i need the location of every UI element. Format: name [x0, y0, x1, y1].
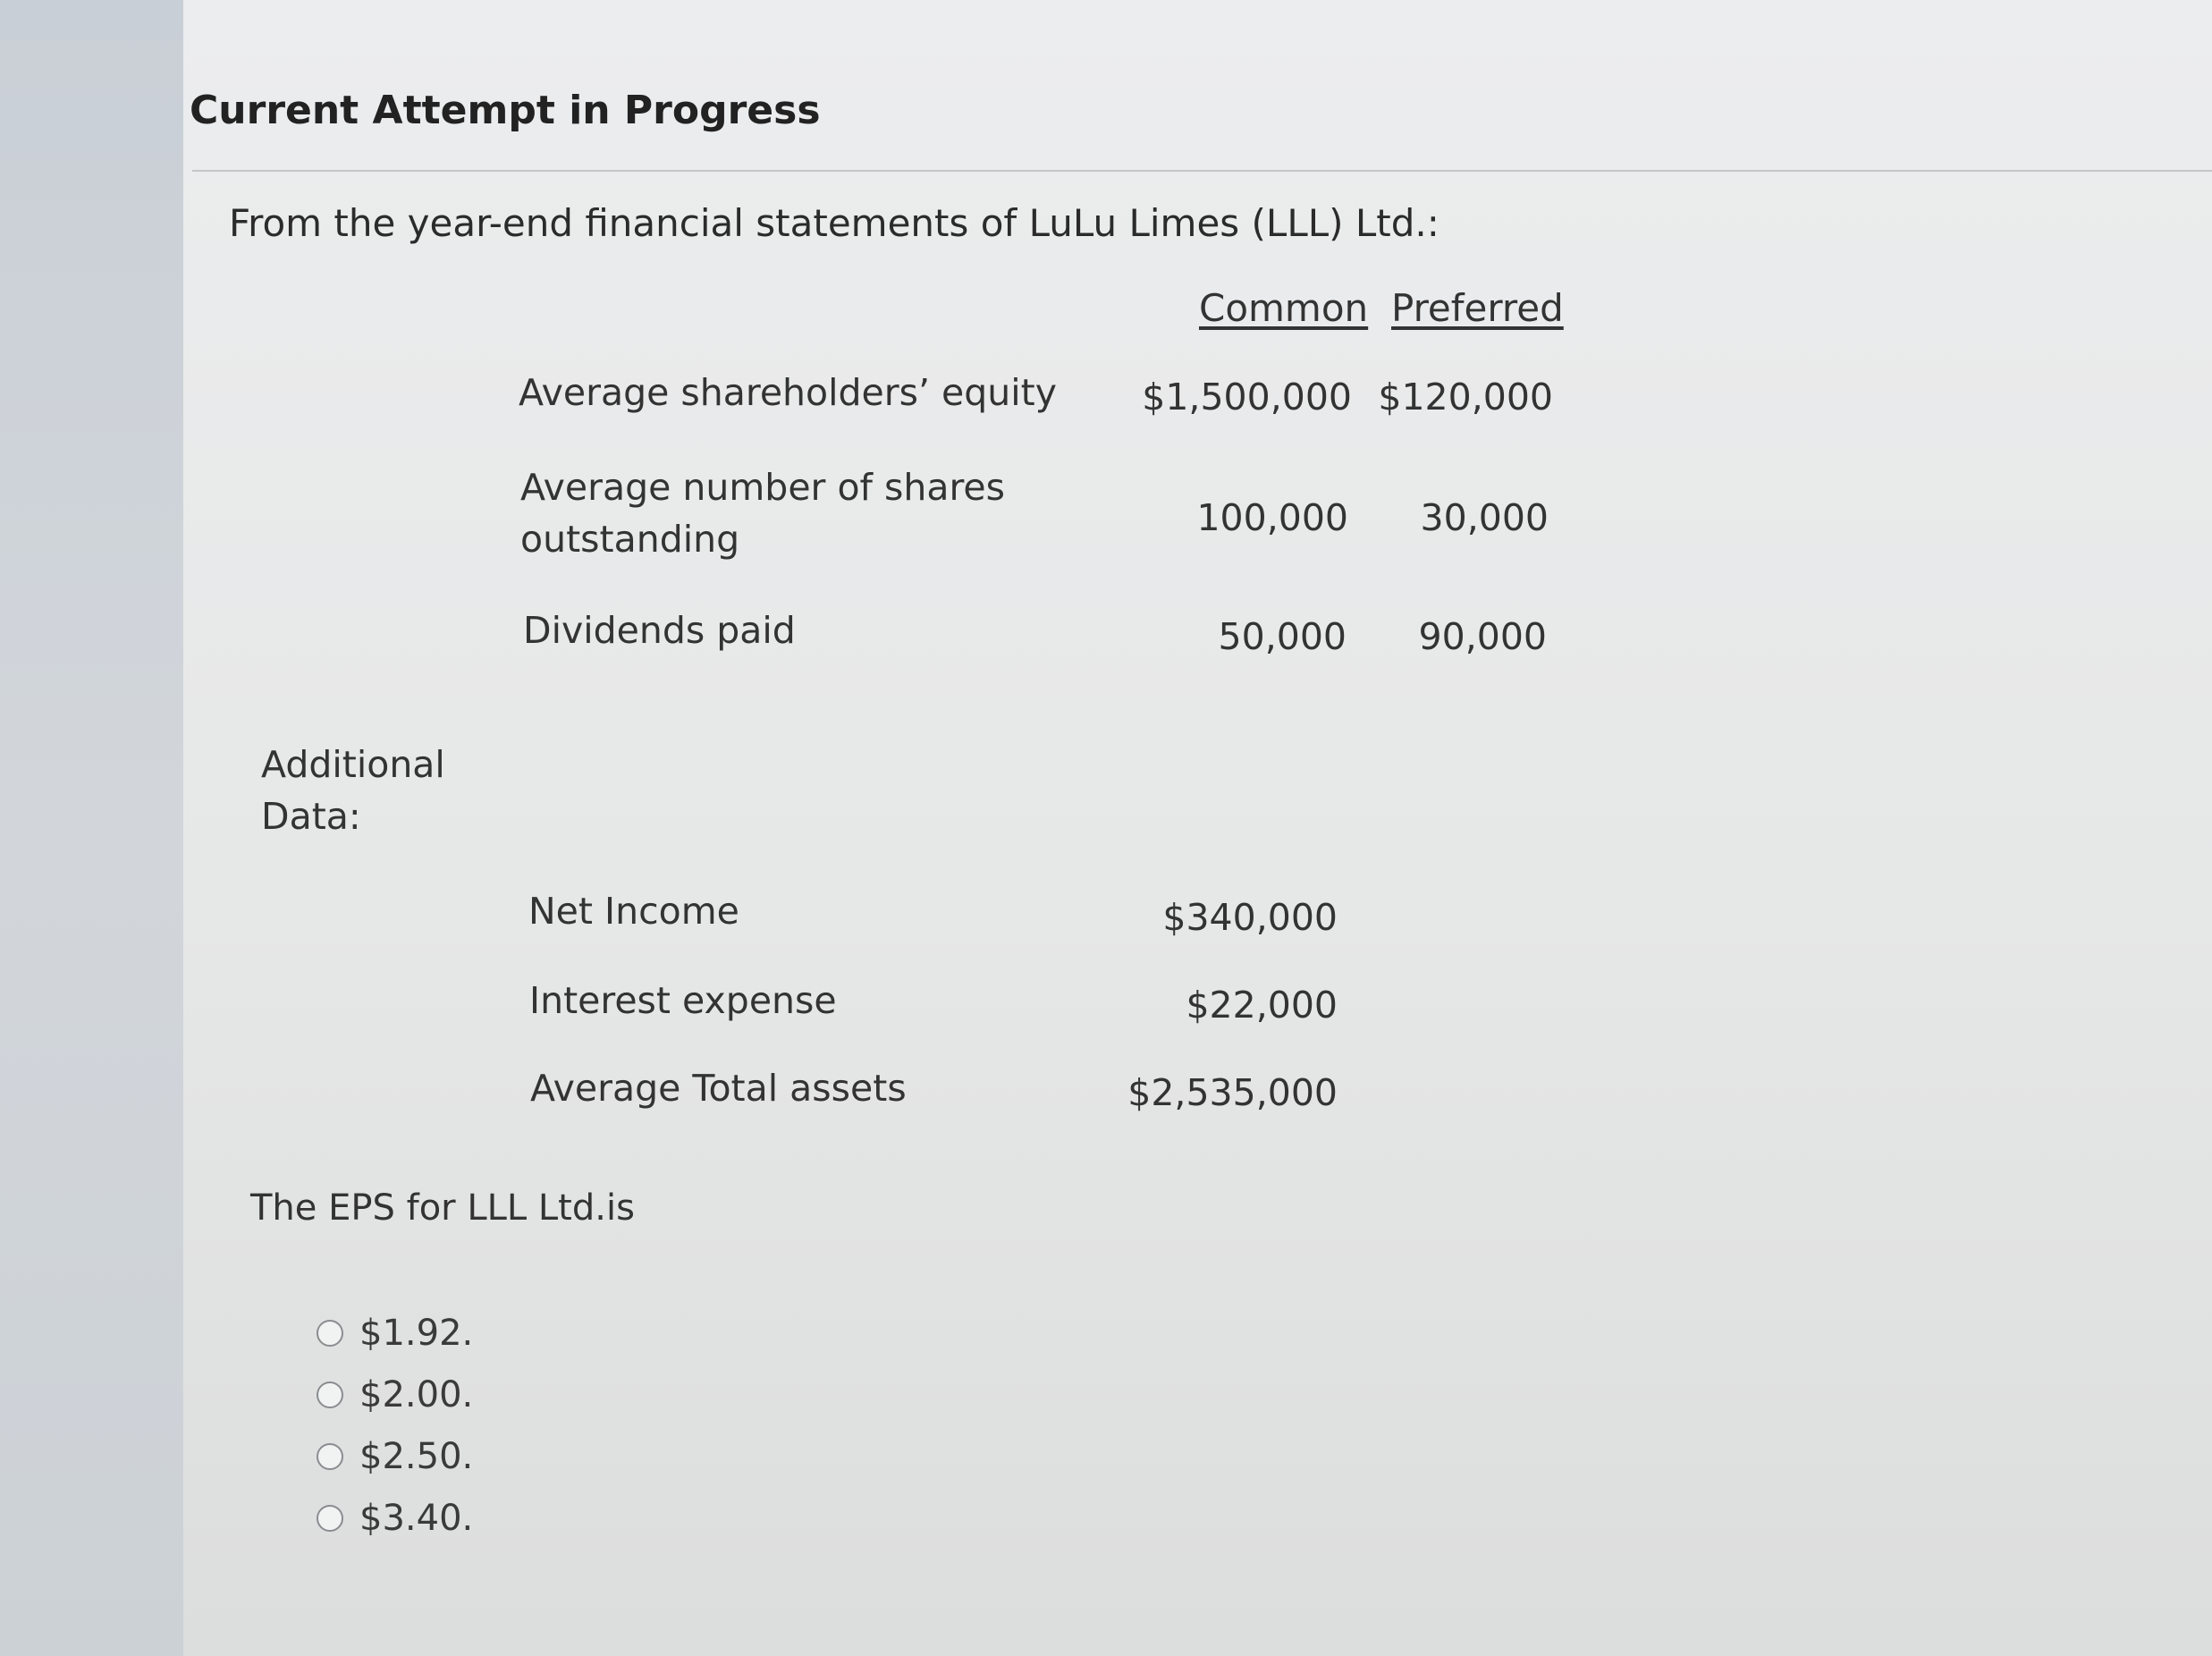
- row-label-avg-total-assets: Average Total assets: [530, 1067, 907, 1110]
- value-common-dividends: 50,000: [1218, 615, 1347, 658]
- radio-button[interactable]: [317, 1443, 343, 1470]
- answer-option-label: $2.00.: [359, 1374, 474, 1415]
- radio-button[interactable]: [317, 1505, 343, 1532]
- radio-button[interactable]: [317, 1320, 343, 1347]
- answer-option-1[interactable]: [317, 1313, 473, 1354]
- value-preferred-avg-shares: 30,000: [1420, 496, 1549, 539]
- question-prompt: The EPS for LLL Ltd.is: [250, 1187, 635, 1229]
- column-header-preferred: Preferred: [1391, 286, 1564, 330]
- row-label-net-income: Net Income: [528, 890, 739, 933]
- value-common-avg-shares: 100,000: [1196, 496, 1348, 539]
- value-preferred-avg-equity: $120,000: [1378, 376, 1553, 418]
- radio-button[interactable]: [317, 1381, 343, 1408]
- value-net-income: $340,000: [1162, 896, 1338, 939]
- left-sidebar-strip: [0, 0, 183, 1656]
- answer-option-label: $2.50.: [359, 1436, 474, 1477]
- answer-option-label: $1.92.: [359, 1313, 474, 1354]
- value-avg-total-assets: $2,535,000: [1127, 1071, 1338, 1114]
- divider: [192, 170, 2212, 172]
- page-title: Current Attempt in Progress: [190, 88, 821, 133]
- column-header-common: Common: [1199, 286, 1369, 330]
- row-label-dividends: Dividends paid: [523, 609, 796, 652]
- question-intro: From the year-end financial statements of LuLu Limes (LLL) Ltd.:: [229, 201, 1439, 245]
- additional-data-label: Additional Data:: [261, 743, 445, 838]
- answer-option-label: $3.40.: [359, 1498, 474, 1539]
- value-common-avg-equity: $1,500,000: [1142, 376, 1352, 418]
- value-interest-expense: $22,000: [1186, 984, 1338, 1027]
- row-label-avg-shares: Average number of shares outstanding: [520, 466, 1006, 561]
- answer-option-3[interactable]: [317, 1436, 473, 1477]
- value-preferred-dividends: 90,000: [1418, 615, 1547, 658]
- row-label-interest-expense: Interest expense: [529, 979, 837, 1022]
- answer-option-2[interactable]: [317, 1374, 473, 1415]
- answer-option-4[interactable]: [317, 1498, 473, 1539]
- row-label-avg-equity: Average shareholders’ equity: [519, 371, 1058, 414]
